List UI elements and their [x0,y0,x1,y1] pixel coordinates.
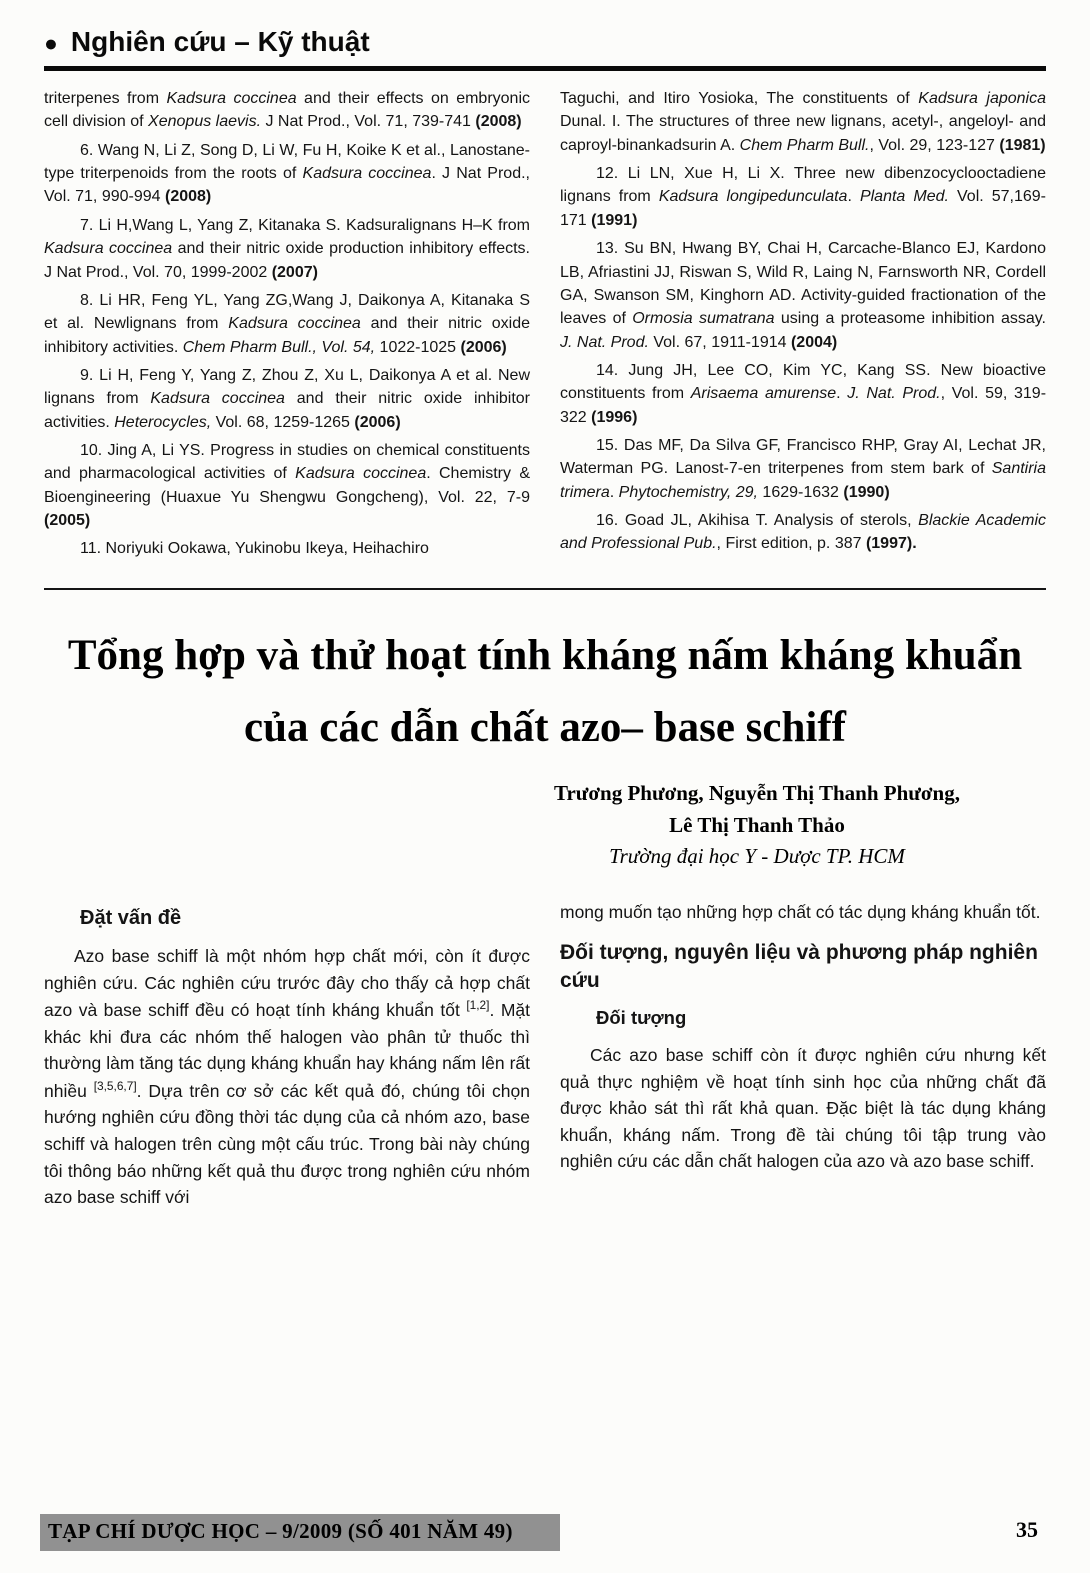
reference-item: 10. Jing A, Li YS. Progress in studies on chemical constituents and pharmacological activities of Kadsura coccinea. Chemistry & Bioengineering (Huaxue Yu Shengwu Gongcheng), Vol. 22, 7-9 (2005) [44,442,530,530]
reference-item: 7. Li H,Wang L, Yang Z, Kitanaka S. Kadsuralignans H–K from Kadsura coccinea and their nitric oxide production inhibitory effects. J Nat Prod., Vol. 70, 1999-2002 (2007) [44,216,531,281]
reference-item: 8. Li HR, Feng YL, Yang ZG,Wang J, Daikonya A, Kitanaka S et al. Newlignans from Kadsura coccinea and their nitric oxide inhibitory activities. Chem Pharm Bull., Vol. 54, 1022-1025 (2006) [44,291,531,356]
article-title [44,620,1046,764]
reference-item: triterpenes from Kadsura coccinea and their effects on embryonic cell division of Xenopus laevis. J Nat Prod., Vol. 71, 739-741 (2008) [44,90,531,131]
article-title-line2: của các dẫn chất azo– base schiff [244,704,846,752]
reference-item: 11. Noriyuki Ookawa, Yukinobu Ikeya, Heihachiro [80,540,429,558]
reference-item: 14. Jung JH, Lee CO, Kim YC, Kang SS. New bioactive constituents from Arisaema amurense. J. Nat. Prod., Vol. 59, 319-322 (1996) [560,361,1047,426]
authors-line: Trương Phương, Nguyễn Thị Thanh Phương, [554,781,960,806]
page-header [44,26,1046,71]
article-body [44,899,1046,1211]
subjects-heading: Đối tượng [596,1006,687,1028]
reference-item: 12. Li LN, Xue H, Li X. Three new dibenzocyclooctadiene lignans from Kadsura longipedunculata. Planta Med. Vol. 57,169-171 (1991) [560,165,1047,229]
reference-item: 9. Li H, Feng Y, Yang Z, Zhou Z, Xu L, Daikonya A et al. New lignans from Kadsura coccinea and their nitric oxide inhibitor activities. Heterocycles, Vol. 68, 1259-1265 (2006) [44,366,531,431]
section-header-title: Nghiên cứu – Kỹ thuật [70,26,370,57]
references-section [44,87,1046,566]
authors-block [514,778,1000,873]
footer-journal-label: TẠP CHÍ DƯỢC HỌC – 9/2009 (SỐ 401 NĂM 49) [40,1514,560,1551]
reference-item: 6. Wang N, Li Z, Song D, Li W, Fu H, Koike K et al., Lanostane-type triterpenoids from the roots of Kadsura coccinea. J Nat Prod., Vol. 71, 990-994 (2008) [44,141,530,206]
body-right-column [560,899,1046,1211]
bullet-icon: ● [44,29,58,56]
intro-continuation-paragraph: mong muốn tạo những hợp chất có tác dụng kháng khuẩn tốt. [560,901,1041,922]
references-right-column [560,87,1046,566]
reference-item: 13. Su BN, Hwang BY, Chai H, Carcache-Blanco EJ, Kardono LB, Afriastini JJ, Riswan S, Wild R, Laing N, Farnsworth NR, Cordell GA, Swanson SM, Kinghorn AD. Activity-guided fractionation of the leaves of Ormosia sumatrana using a proteasome inhibition assay. J. Nat. Prod. Vol. 67, 1911-1914 (2004) [560,240,1046,351]
authors-line: Lê Thị Thanh Thảo [669,812,845,837]
intro-paragraph: Azo base schiff là một nhóm hợp chất mới, còn ít được nghiên cứu. Các nghiên cứu trước đây cho thấy cả hợp chất azo và base schiff đều có hoạt tính kháng khuẩn tốt [1,2]. Mặt khác khi đưa các nhóm thế halogen vào phân tử thuốc thì thường làm tăng tác dụng kháng khuẩn hay kháng nấm lên rất nhiều [3,5,6,7]. Dựa trên cơ sở các kết quả đó, chúng tôi chọn hướng nghiên cứu đồng thời tác dụng của cả nhóm azo, base schiff và halogen trên cùng một cấu trúc. Trong bài này chúng tôi thông báo những kết quả thu được trong nghiên cứu nhóm azo base schiff với [44,946,530,1208]
methods-heading: Đối tượng, nguyên liệu và phương pháp nghiên cứu [560,941,1038,992]
affiliation: Trường đại học Y - Dược TP. HCM [609,844,905,869]
article-title-line1: Tổng hợp và thử hoạt tính kháng nấm kháng khuẩn [67,631,1023,679]
references-left-column [44,87,530,566]
header-rule [44,66,1046,71]
reference-item: 16. Goad JL, Akihisa T. Analysis of sterols, Blackie Academic and Professional Pub., First edition, p. 387 (1997). [560,512,1046,553]
section-header [44,26,1046,58]
intro-heading: Đặt vấn đề [80,906,182,929]
reference-item: 15. Das MF, Da Silva GF, Francisco RHP, Gray AI, Lechat JR, Waterman PG. Lanost-7-en triterpenes from stem bark of Santiria trimera. Phytochemistry, 29, 1629-1632 (1990) [560,437,1046,501]
body-left-column [44,899,530,1211]
subjects-paragraph: Các azo base schiff còn ít được nghiên cứu nhưng kết quả thực nghiệm về hoạt tính sinh học của những chất đã được khảo sát thì rất khả quan. Đặc biệt là tác dụng kháng khuẩn, kháng nấm. Trong đề tài chúng tôi tập trung vào nghiên cứu các dẫn chất halogen của azo và azo base schiff. [560,1045,1046,1172]
section-divider [44,588,1046,590]
page-number: 35 [1016,1517,1038,1542]
reference-item: Taguchi, and Itiro Yosioka, The constituents of Kadsura japonica Dunal. I. The structures of three new lignans, acetyl-, angeloyl- and caproyl-binankadsurin A. Chem Pharm Bull., Vol. 29, 123-127 (1981) [560,90,1047,154]
